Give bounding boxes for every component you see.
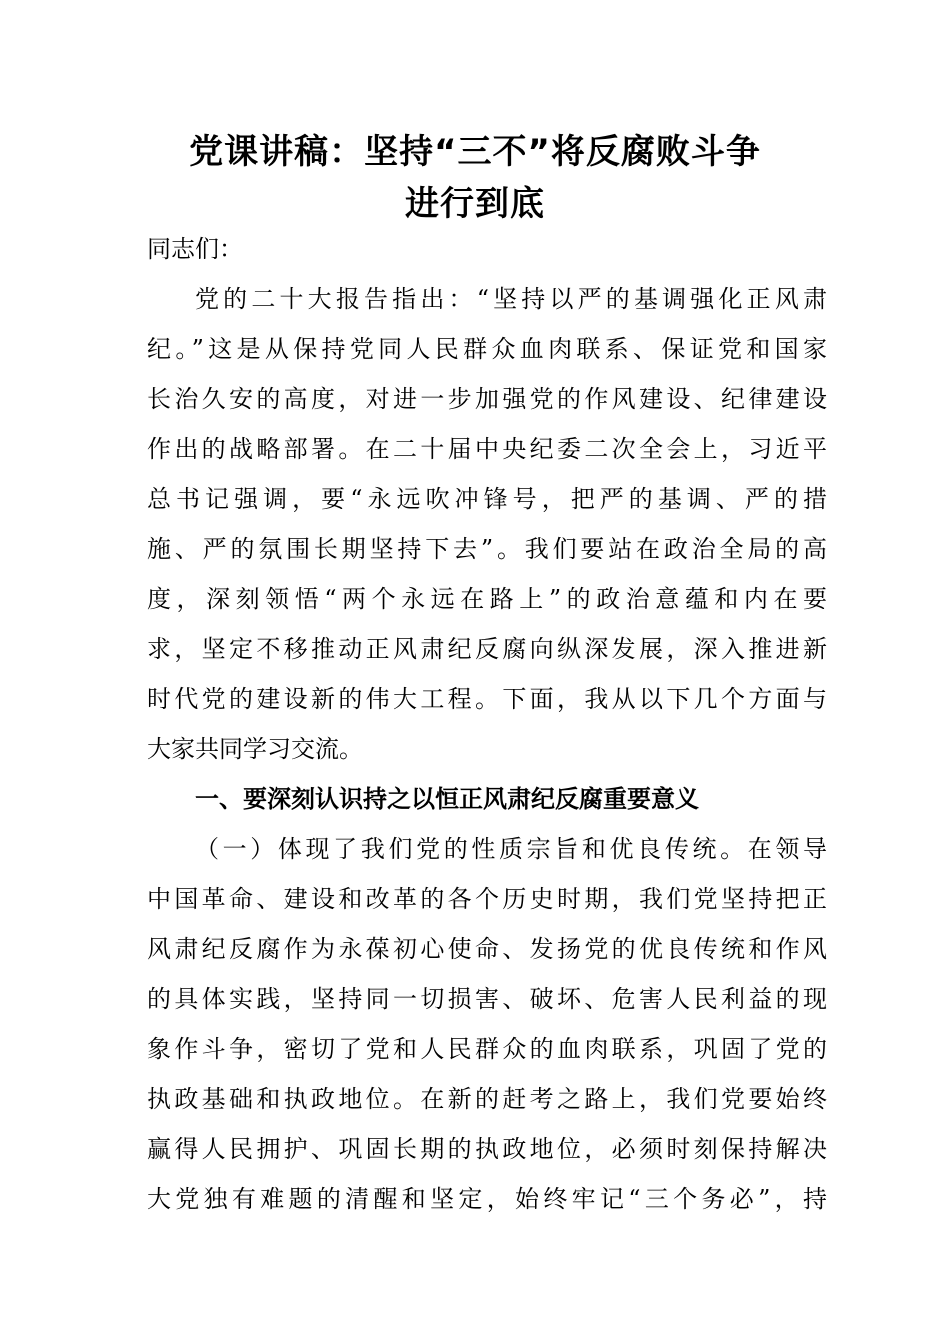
paragraph-2-line: 执政基础和执政地位。在新的赶考之路上，我们党要始终: [147, 1085, 827, 1113]
paragraph-1-line: 大家共同学习交流。: [147, 735, 363, 763]
paragraph-2-line: 风肃纪反腐作为永葆初心使命、发扬党的优良传统和作风: [147, 935, 827, 963]
document-title-line-1: 党课讲稿：坚持“三不”将反腐败斗争: [189, 132, 761, 172]
salutation: 同志们：: [147, 235, 243, 263]
paragraph-1-line: 纪。”这是从保持党同人民群众血肉联系、保证党和国家: [147, 335, 827, 363]
paragraph-1-line: 施、严的氛围长期坚持下去”。我们要站在政治全局的高: [147, 535, 827, 563]
paragraph-1-line: 求，坚定不移推动正风肃纪反腐向纵深发展，深入推进新: [147, 635, 827, 663]
paragraph-1-line: 长治久安的高度，对进一步加强党的作风建设、纪律建设: [147, 385, 827, 413]
paragraph-2-line: 中国革命、建设和改革的各个历史时期，我们党坚持把正: [147, 885, 827, 913]
paragraph-2-line: 赢得人民拥护、巩固长期的执政地位，必须时刻保持解决: [147, 1135, 827, 1163]
paragraph-2-line: 象作斗争，密切了党和人民群众的血肉联系，巩固了党的: [147, 1035, 827, 1063]
paragraph-2-line: 大党独有难题的清醒和坚定，始终牢记“三个务必”，持: [147, 1185, 827, 1213]
paragraph-1-line: 党的二十大报告指出：“坚持以严的基调强化正风肃: [195, 285, 827, 313]
paragraph-2-line: （一）体现了我们党的性质宗旨和优良传统。在领导: [195, 835, 827, 863]
paragraph-1-line: 度，深刻领悟“两个永远在路上”的政治意蕴和内在要: [147, 585, 827, 613]
document-title-line-2: 进行到底: [405, 184, 545, 224]
paragraph-1-line: 作出的战略部署。在二十届中央纪委二次全会上，习近平: [147, 435, 827, 463]
section-heading-1: 一、要深刻认识持之以恒正风肃纪反腐重要意义: [195, 785, 699, 813]
paragraph-1-line: 总书记强调，要“永远吹冲锋号，把严的基调、严的措: [147, 485, 827, 513]
paragraph-2-line: 的具体实践，坚持同一切损害、破坏、危害人民利益的现: [147, 985, 827, 1013]
paragraph-1-line: 时代党的建设新的伟大工程。下面，我从以下几个方面与: [147, 685, 827, 713]
